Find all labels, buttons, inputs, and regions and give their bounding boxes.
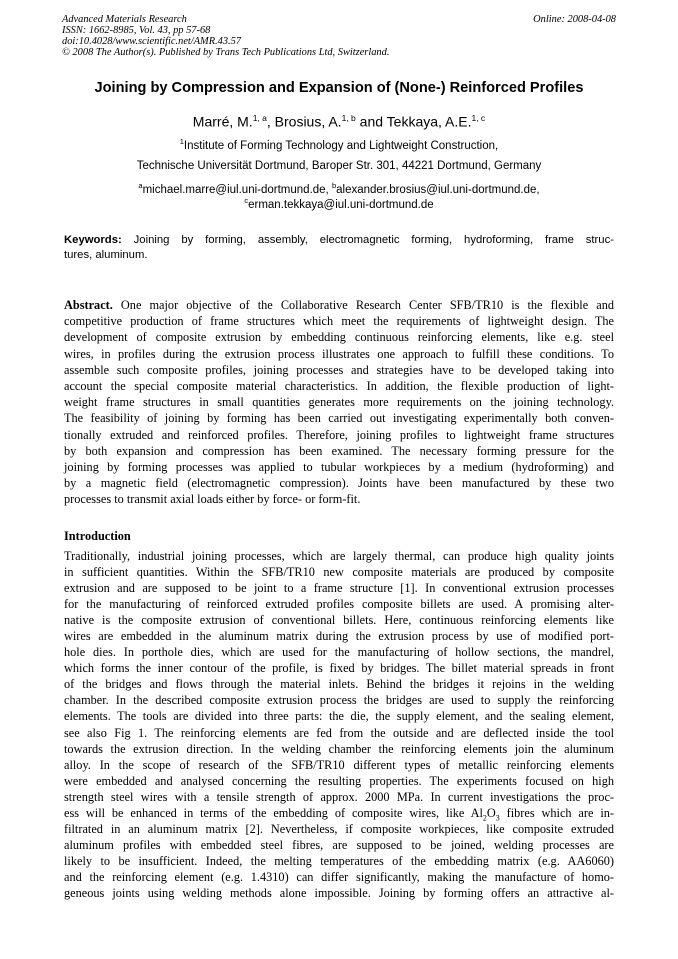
journal-header: [62, 14, 618, 58]
keywords-label: Keywords:: [64, 234, 122, 246]
author-name: Marré, M.: [192, 113, 253, 130]
body-line: which forms the inner contour of the profile, is fixed by bridges. The billet material spreads in front: [64, 661, 614, 676]
body-line: and the reinforcing element (e.g. 1.4310) can differ significantly, making the manufacture of homo-: [64, 869, 614, 884]
body-line: extrusion and are supposed to be joint to a frame structure [1]. In conventional extrusion processes: [64, 581, 614, 596]
email-address: michael.marre@iul.uni-dortmund.de,: [142, 183, 332, 196]
body-line: were embedded and analysed concerning the resulting properties. The experiments focused on high: [64, 773, 614, 788]
formula-subscript: 3: [495, 813, 500, 823]
abstract-line: weight frame structures in small quantities generates more requirements on the joining technology.: [64, 395, 614, 410]
affiliation-line-1: $^1$Institute of Forming Technology and Lightweight Construction,: [179, 137, 499, 152]
keywords-line: Keywords: Joining by forming, assembly, electromagnetic forming, hydroforming, frame struc-: [64, 234, 614, 246]
author-affiliation-mark: 1, a: [252, 113, 267, 123]
body-line: filtrated in an aluminum matrix [2]. Nevertheless, if composite workpieces, like composite extruded: [64, 821, 614, 836]
paper-title: Joining by Compression and Expansion of (None-) Reinforced Profiles: [94, 80, 584, 96]
author-list: Marré, M.$^{1, a}$, Brosius, A.$^{1, b}$ and Tekkaya, A.E.$^{1, c}$: [192, 113, 486, 130]
body-line: chamber. In the described composite extrusion process the bridges are used to supply the reinforcing: [64, 693, 614, 708]
journal-name: Advanced Materials Research: [62, 14, 187, 25]
formula-subscript: 2: [482, 813, 487, 823]
abstract-label: Abstract.: [64, 298, 113, 312]
body-line: towards the extrusion direction. In the welding chamber the reinforcing elements join the aluminum: [64, 741, 614, 756]
keywords-block: [64, 233, 614, 263]
issn-line: ISSN: 1662-8985, Vol. 43, pp 57-68: [62, 25, 211, 36]
body-line: alloy. In the scope of research of the SFB/TR10 different types of metallic reinforcing elements: [64, 757, 614, 772]
body-line: Traditionally, industrial joining processes, which are largely thermal, can produce high quality joints: [64, 549, 614, 563]
email-address: alexander.brosius@iul.uni-dortmund.de,: [336, 183, 540, 196]
abstract-line: tionally extruded and reinforced profiles. Therefore, joining profiles to lightweight frame structures: [64, 427, 614, 442]
abstract-line: wires, in profiles during the extrusion process illustrates one approach to fulfill these conditions. To: [64, 346, 614, 361]
author-affiliation-mark: 1, b: [341, 113, 356, 123]
abstract-line: account the special composite material characteristics. In addition, the flexible production of light-: [64, 379, 614, 394]
abstract-line: competitive production of frame structures which meet the requirements of lightweight design. The: [64, 314, 614, 329]
author-name: Tekkaya, A.E.: [386, 113, 472, 130]
email-line-2: $^c$erman.tekkaya@iul.uni-dortmund.de: [244, 196, 434, 211]
body-line: likely to be insufficient. Indeed, the melting temperatures of the embedding matrix (e.g. AA6060): [64, 853, 614, 868]
body-line: elements. The tools are divided into three parts: the die, the supply element, and the sealing element,: [64, 709, 614, 724]
email-line-1: $^a$michael.marre@iul.uni-dortmund.de, $^b$alexander.brosius@iul.uni-dortmund.de,: [138, 181, 540, 196]
body-line: strength steel wires with a tensile strength of approx. 2000 MPa. In current investigations the proc-: [64, 789, 614, 804]
body-line: aluminum profiles with embedded steel fibres, are supposed to be joined, welding processes are: [64, 837, 614, 852]
body-line: ess will be enhanced in terms of the embedding of composite wires, like $Al_2O_3$ fibres which are in-: [64, 805, 614, 823]
email-address: erman.tekkaya@iul.uni-dortmund.de: [248, 198, 434, 211]
abstract-line: joining by forming processes was applied to tubular workpieces by a medium (hydroforming) and: [64, 460, 614, 475]
online-date: Online: 2008-04-08: [533, 14, 616, 25]
section-heading-introduction: Introduction: [64, 529, 131, 543]
abstract-line: Abstract. One major objective of the Collaborative Research Center SFB/TR10 is the flexible and: [64, 298, 614, 312]
body-line: wires are embedded in the aluminum matrix during the extrusion process by use of modified port-: [64, 629, 614, 644]
copyright-line: © 2008 The Author(s). Published by Trans Tech Publications Ltd, Switzerland.: [62, 47, 390, 58]
abstract-line: by a magnetic field (electromagnetic compression). Joints have been manufactured by these two: [64, 476, 614, 491]
abstract-line: processes to transmit axial loads either by force- or form-fit.: [64, 492, 361, 507]
introduction-body: [64, 548, 614, 901]
body-line: see also Fig 1. The reinforcing elements are fed from the outside and are deflected inside the tool: [64, 725, 614, 740]
body-line: of the bridges and flows through the material inlets. Behind the bridges it rejoins in the welding: [64, 677, 614, 692]
body-line: for the manufacturing of reinforced extruded profiles composite billets are used. A promising alter-: [64, 597, 614, 612]
doi-line: doi:10.4028/www.scientific.net/AMR.43.57: [62, 36, 242, 47]
author-affiliation-mark: 1, c: [471, 113, 486, 123]
abstract: [64, 297, 614, 508]
abstract-line: by both expansion and compression has been examined. The necessary forming pressure for the: [64, 443, 614, 458]
body-line: native is the composite extrusion of conventional billets. Here, continuous reinforcing elements like: [64, 613, 614, 628]
body-line: in sufficient quantities. Within the SFB/TR10 new composite materials are produced by composite: [64, 565, 614, 580]
body-line: geneous joints using welding methods alone impossible. Joining by forming offers an attractive al-: [64, 885, 614, 900]
abstract-line: The feasibility of joining by forming has been carried out investigating experimentally both conven-: [64, 411, 614, 426]
body-line: hole dies. In porthole dies, which are used for the manufacturing of hollow sections, the mandrel,: [64, 645, 614, 660]
keywords-line: tures, aluminum.: [64, 249, 148, 261]
abstract-line: assemble such composite profiles, joining processes and strategies have to be developed taking into: [64, 362, 614, 377]
abstract-line: development of composite extrusion by embedding continuous reinforcing elements, like e.g. steel: [64, 330, 614, 345]
author-name: Brosius, A.: [274, 113, 342, 130]
affiliation-line-2: Technische Universität Dortmund, Baroper Str. 301, 44221 Dortmund, Germany: [136, 160, 542, 172]
